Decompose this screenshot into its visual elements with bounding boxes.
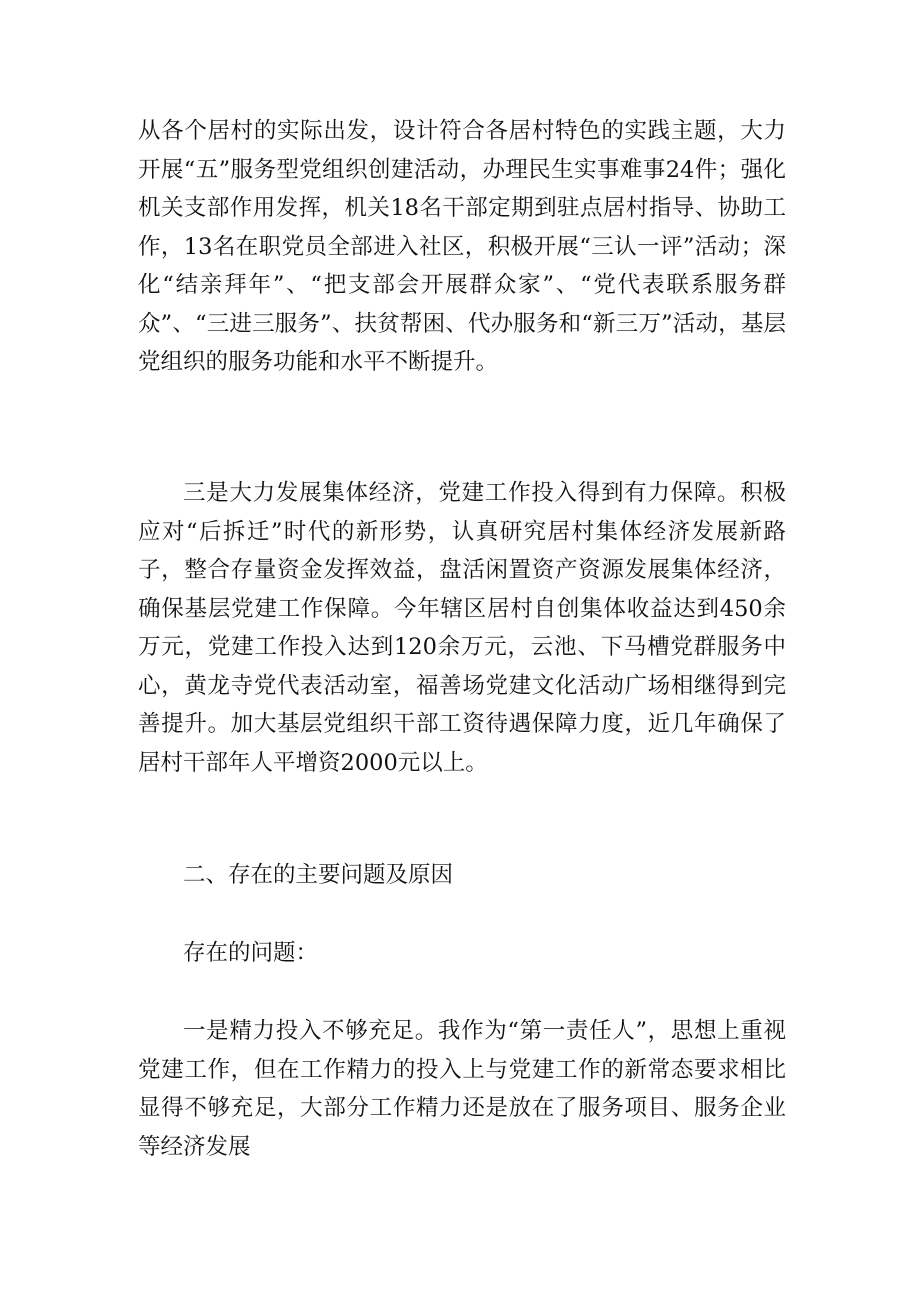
subheading-existing-problems: 存在的问题： [183, 940, 319, 966]
body-paragraph-energy-input: 一是精力投入不够充足。我作为“第一责任人”，思想上重视党建工作，但在工作精力的投入上与党建工作的新常态要求相比显得不够充足，大部分工作精力还是放在了服务项目、服务企业等经济发展 [138, 1018, 786, 1160]
body-paragraph-service-activities: 从各个居村的实际出发，设计符合各居村特色的实践主题，大力开展“五”服务型党组织创建活动，办理民生实事难事24件；强化机关支部作用发挥，机关18名干部定期到驻点居村指导、协助工作，13名在职党员全部进入社区，积极开展“三认一评”活动；深化“结亲拜年”、“把支部会开展群众家”、“党代表联系服务群众”、“三进三服务”、扶贫帮困、代办服务和“新三万”活动，基层党组织的服务功能和水平不断提升。 [138, 118, 786, 375]
section-heading-main-problems: 二、存在的主要问题及原因 [183, 862, 454, 888]
body-paragraph-collective-economy: 三是大力发展集体经济，党建工作投入得到有力保障。积极应对“后拆迁”时代的新形势，认真研究居村集体经济发展新路子，整合存量资金发挥效益，盘活闲置资产资源发展集体经济，确保基层党建工作保障。今年辖区居村自创集体收益达到450余万元，党建工作投入达到120余万元，云池、下马槽党群服务中心，黄龙寺党代表活动室，福善场党建文化活动广场相继得到完善提升。加大基层党组织干部工资待遇保障力度，近几年确保了居村干部年人平增资2000元以上。 [138, 480, 786, 776]
